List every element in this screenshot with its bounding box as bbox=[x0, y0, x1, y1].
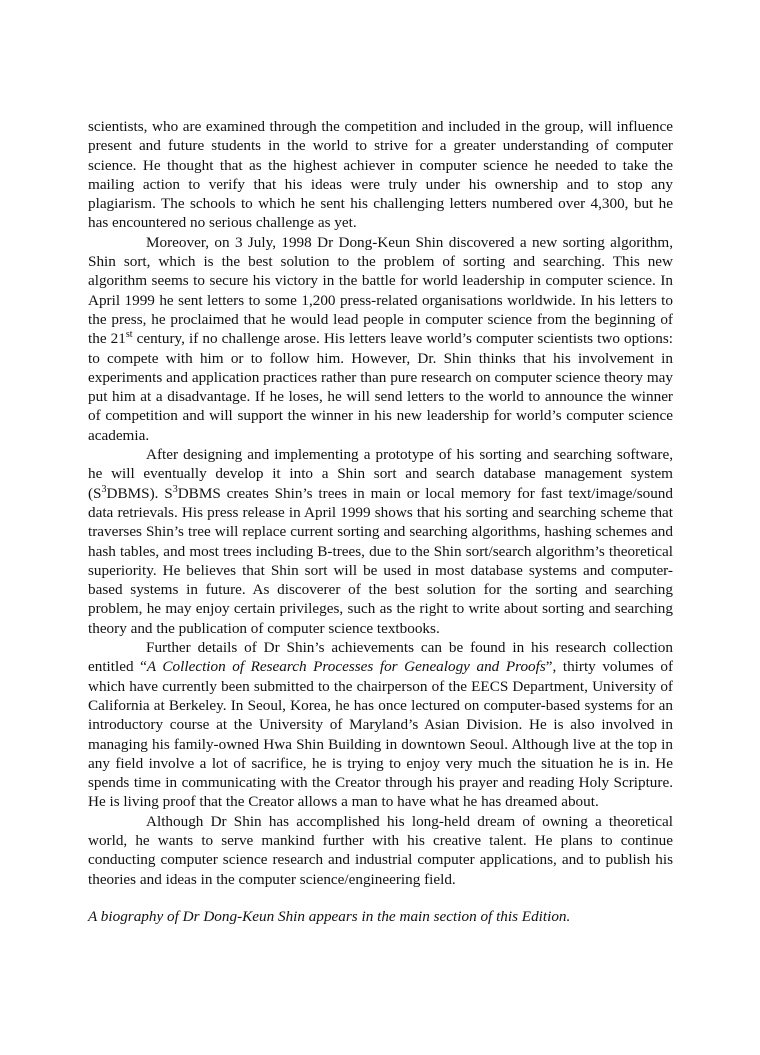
paragraph-4-part-a: Further details of Dr Shin’s achievements can be found in his research collection entitled “ bbox=[88, 639, 673, 676]
paragraph-2-part-a: Moreover, on 3 July, 1998 Dr Dong-Keun Shin discovered a new sorting algorithm, Shin sort, which is the best solution to the problem of sorting and searching. This new algorithm seems to secure his victory in the battle for world leadership in computer science. In April 1999 he sent letters to some 1,200 press-related organisations worldwide. In his letters to the press, he proclaimed that he would lead people in computer science from the beginning of the 21 bbox=[88, 233, 673, 348]
biography-note: A biography of Dr Dong-Keun Shin appears in the main section of this Edition. bbox=[88, 907, 571, 925]
paragraph-3-part-a: After designing and implementing a prototype of his sorting and searching software, he will eventually develop it into a Shin sort and search database management system (S bbox=[88, 446, 673, 502]
paragraph-4-part-b: ”, thirty volumes of which have currently been submitted to the chairperson of the EECS Department, University of California at Berkeley. In Seoul, Korea, he has once lectured on computer-based systems for an introductory course at the University of Maryland’s Asian Division. He is also involved in managing his family-owned Hwa Shin Building in downtown Seoul. Although live at the top in any field involve a lot of sacrifice, he is trying to enjoy very much the situation he is in. He spends time in communicating with the Creator through his prayer and reading Holy Scripture. He is living proof that the Creator allows a man to have what he has dreamed about. bbox=[88, 658, 673, 811]
paragraph-2 bbox=[88, 233, 673, 445]
superscript-3-first: 3 bbox=[101, 483, 107, 495]
research-collection-title: A Collection of Research Processes for Genealogy and Proofs bbox=[146, 658, 546, 676]
paragraph-2-part-b: century, if no challenge arose. His letters leave world’s computer scientists two options: to compete with him or to follow him. However, Dr. Shin thinks that his involvement in experiments and application practices rather than pure research on computer science theory may put him at a disadvantage. If he loses, he will send letters to the world to announce the winner of competition and will support the winner in his new leadership for world’s computer science academia. bbox=[88, 330, 673, 444]
document-page bbox=[88, 117, 673, 926]
paragraph-3 bbox=[88, 445, 673, 638]
paragraph-3-part-b: DBMS). S bbox=[106, 484, 173, 502]
paragraph-1: scientists, who are examined through the competition and included in the group, will influence present and future students in the world to strive for a greater understanding of computer science. He thought that as the highest achiever in computer science he needed to take the mailing action to verify that his ideas were truly under his ownership and to stop any plagiarism. The schools to which he sent his challenging letters numbered over 4,300, but he has encountered no serious challenge as yet. bbox=[88, 118, 673, 232]
superscript-3-second: 3 bbox=[172, 483, 178, 495]
paragraph-3-part-c: DBMS creates Shin’s trees in main or local memory for fast text/image/sound data retrievals. His press release in April 1999 shows that his sorting and searching scheme that traverses Shin’s tree will replace current sorting and searching algorithms, hashing schemes and hash tables, and most trees including B-trees, due to the Shin sort/search algorithm’s theoretical superiority. He believes that Shin sort will be used in most database systems and computer-based systems in future. As discoverer of the best solution for the sorting and searching problem, he may enjoy certain privileges, such as the right to write about sorting and searching theory and the publication of computer science textbooks. bbox=[88, 484, 673, 637]
paragraph-4 bbox=[88, 638, 673, 812]
paragraph-5: Although Dr Shin has accomplished his long-held dream of owning a theoretical world, he wants to serve mankind further with his creative talent. He plans to continue conducting computer science research and industrial computer applications, and to publish his theories and ideas in the computer science/engineering field. bbox=[88, 812, 673, 888]
ordinal-superscript: st bbox=[125, 329, 133, 341]
